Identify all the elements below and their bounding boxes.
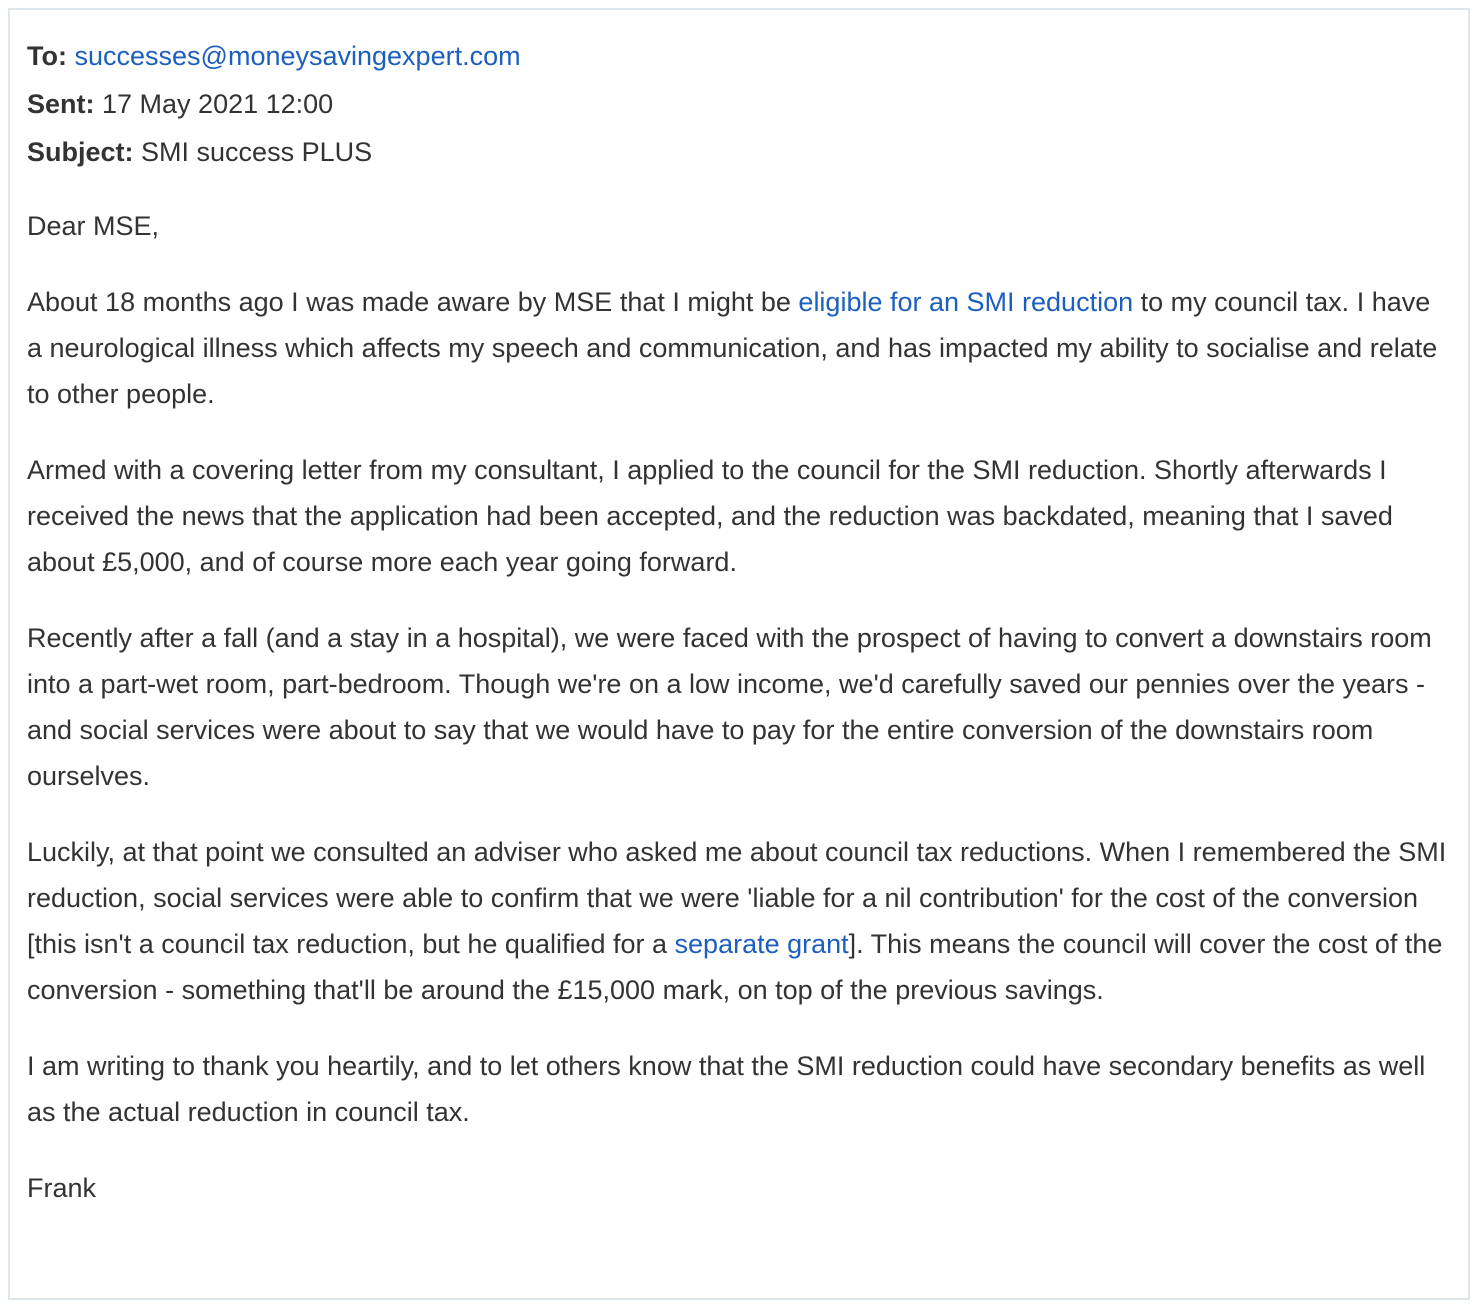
smi-reduction-link[interactable]: eligible for an SMI reduction <box>798 287 1134 317</box>
paragraph-1 <box>27 279 1452 417</box>
to-email-link[interactable]: successes@moneysavingexpert.com <box>74 41 521 71</box>
subject-value: SMI success PLUS <box>141 137 373 167</box>
to-label: To: <box>27 41 67 71</box>
paragraph-1-after: to my council tax. I have a neurological illness which affects my speech and communication, and has impacted my ability to socialise and relate to other people. <box>27 287 1438 409</box>
paragraph-2: Armed with a covering letter from my consultant, I applied to the council for the SMI reduction. Shortly afterwards I received the news that the application had been accepted, and the reduction was backdated, meaning that I saved about £5,000, and of course more each year going forward. <box>27 455 1393 577</box>
sent-line <box>27 80 1452 128</box>
paragraph-5: I am writing to thank you heartily, and to let others know that the SMI reduction could have secondary benefits as well as the actual reduction in council tax. <box>27 1051 1426 1127</box>
separate-grant-link[interactable]: separate grant <box>674 929 849 959</box>
sent-value: 17 May 2021 12:00 <box>102 89 334 119</box>
greeting: Dear MSE, <box>27 211 160 241</box>
subject-line <box>27 128 1452 176</box>
email-body <box>27 203 1452 1211</box>
paragraph-4-before: Luckily, at that point we consulted an adviser who asked me about council tax reductions. When I remembered the SMI reduction, social services were able to confirm that we were 'liable for a nil contribution' for the cost of the conversion [this isn't a council tax reduction, but he qualified for a <box>27 837 1447 959</box>
sent-label: Sent: <box>27 89 95 119</box>
paragraph-3: Recently after a fall (and a stay in a hospital), we were faced with the prospect of having to convert a downstairs room into a part-wet room, part-bedroom. Though we're on a low income, we'd carefully saved our pennies over the years - and social services were about to say that we would have to pay for the entire conversion of the downstairs room ourselves. <box>27 623 1432 791</box>
paragraph-4 <box>27 829 1452 1013</box>
signoff: Frank <box>27 1173 97 1203</box>
to-line <box>27 32 1452 80</box>
paragraph-1-before: About 18 months ago I was made aware by MSE that I might be <box>27 287 799 317</box>
paragraph-4-after: ]. This means the council will cover the cost of the conversion - something that'll be around the £15,000 mark, on top of the previous savings. <box>27 929 1443 1005</box>
subject-label: Subject: <box>27 137 134 167</box>
email-card <box>8 8 1470 1300</box>
email-header <box>27 32 1452 176</box>
